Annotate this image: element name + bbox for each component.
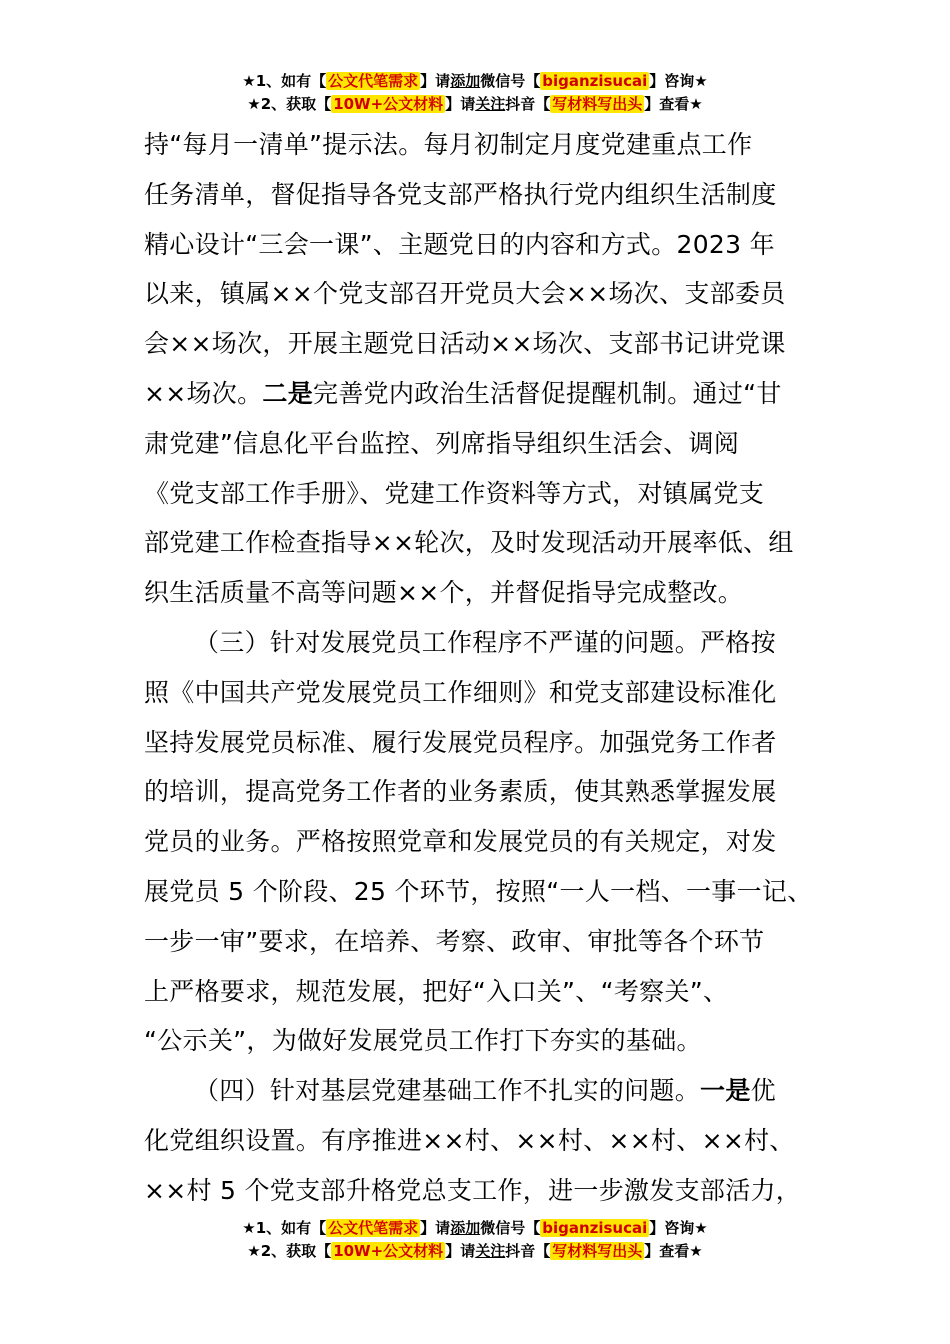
banner-underline: 关注 <box>475 1242 506 1260</box>
text-line <box>144 867 816 917</box>
banner-highlight: 10W+公文材料 <box>333 95 444 113</box>
line-text: “公示关”，为做好发展党员工作打下夯实的基础。 <box>144 1026 702 1056</box>
text-line <box>144 767 816 817</box>
banner-highlight: biganzisucai <box>542 1219 648 1237</box>
line-text: ××场次。 <box>144 378 263 408</box>
banner-text: 抖音【 <box>505 95 551 113</box>
banner-text: 微信号【 <box>480 1219 541 1237</box>
text-line <box>144 1116 816 1166</box>
text-line <box>144 518 816 568</box>
banner-text: ★1、如有【 <box>242 1219 327 1237</box>
line-text: 一步一审”要求，在培养、考察、政审、审批等各个环节 <box>144 926 765 956</box>
line-text: （三）针对发展党员工作程序不严谨的问题。严格按 <box>194 627 776 657</box>
line-text: 以来，镇属××个党支部召开党员大会××场次、支部委员 <box>144 279 786 309</box>
header-banner <box>0 70 950 116</box>
text-line <box>144 269 816 319</box>
banner-text: 】查看★ <box>644 95 703 113</box>
banner-text: 】咨询★ <box>649 72 708 90</box>
banner-line-1 <box>0 1217 950 1240</box>
line-text: 优 <box>750 1076 776 1106</box>
line-text: 《党支部工作手册》、党建工作资料等方式，对镇属党支 <box>144 478 765 508</box>
banner-line-2 <box>0 1240 950 1263</box>
text-line <box>144 568 816 618</box>
text-line <box>144 718 816 768</box>
line-text: 坚持发展党员标准、履行发展党员程序。加强党务工作者 <box>144 727 777 757</box>
line-text: 的培训，提高党务工作者的业务素质，使其熟悉掌握发展 <box>144 777 777 807</box>
line-bold-text: 一是 <box>700 1076 751 1106</box>
text-line <box>144 668 816 718</box>
text-line <box>144 967 816 1017</box>
banner-underline: 关注 <box>475 95 506 113</box>
banner-text: ★2、获取【 <box>247 95 332 113</box>
banner-text: 微信号【 <box>480 72 541 90</box>
text-line <box>144 1016 816 1066</box>
line-text: 化党组织设置。有序推进××村、××村、××村、××村、 <box>144 1125 795 1155</box>
text-line <box>144 369 816 419</box>
banner-text: 】请 <box>420 1219 451 1237</box>
document-body <box>144 120 816 1216</box>
banner-highlight: 公文代笔需求 <box>328 72 419 90</box>
line-text: 肃党建”信息化平台监控、列席指导组织生活会、调阅 <box>144 428 740 458</box>
text-line <box>144 419 816 469</box>
banner-underline: 添加 <box>450 1219 481 1237</box>
text-line <box>144 170 816 220</box>
line-text: 精心设计“三会一课”、主题党日的内容和方式。2023 年 <box>144 229 775 259</box>
banner-text: 】请 <box>445 95 476 113</box>
text-line <box>144 817 816 867</box>
banner-text: ★2、获取【 <box>247 1242 332 1260</box>
text-line <box>144 319 816 369</box>
line-text: ××村 5 个党支部升格党总支工作，进一步激发支部活力， <box>144 1175 802 1205</box>
line-text: 任务清单，督促指导各党支部严格执行党内组织生活制度 <box>144 179 777 209</box>
line-text: 织生活质量不高等问题××个，并督促指导完成整改。 <box>144 578 744 608</box>
banner-text: 抖音【 <box>505 1242 551 1260</box>
line-text: 完善党内政治生活督促提醒机制。通过“甘 <box>313 378 782 408</box>
banner-text: 】请 <box>445 1242 476 1260</box>
banner-line-1 <box>0 70 950 93</box>
footer-banner <box>0 1217 950 1263</box>
line-text: （四）针对基层党建基础工作不扎实的问题。 <box>194 1076 701 1106</box>
text-line <box>144 220 816 270</box>
banner-text: 】查看★ <box>644 1242 703 1260</box>
line-text: 展党员 5 个阶段、25 个环节，按照“一人一档、一事一记、 <box>144 876 813 906</box>
banner-text: ★1、如有【 <box>242 72 327 90</box>
banner-text: 】请 <box>420 72 451 90</box>
banner-text: 】咨询★ <box>649 1219 708 1237</box>
banner-highlight: 公文代笔需求 <box>328 1219 419 1237</box>
line-text: 上严格要求，规范发展，把好“入口关”、“考察关”、 <box>144 976 729 1006</box>
text-line <box>144 1166 816 1216</box>
line-text: 党员的业务。严格按照党章和发展党员的有关规定，对发 <box>144 827 777 857</box>
text-line <box>144 120 816 170</box>
banner-highlight: 写材料写出头 <box>552 1242 643 1260</box>
line-text: 会××场次，开展主题党日活动××场次、支部书记讲党课 <box>144 329 786 359</box>
line-text: 照《中国共产党发展党员工作细则》和党支部建设标准化 <box>144 677 777 707</box>
text-line <box>144 469 816 519</box>
banner-underline: 添加 <box>450 72 481 90</box>
banner-highlight: 10W+公文材料 <box>333 1242 444 1260</box>
banner-line-2 <box>0 93 950 116</box>
line-text: 持“每月一清单”提示法。每月初制定月度党建重点工作 <box>144 130 753 159</box>
banner-highlight: biganzisucai <box>542 72 648 90</box>
banner-highlight: 写材料写出头 <box>552 95 643 113</box>
text-line <box>144 917 816 967</box>
text-line <box>144 1066 816 1116</box>
line-bold-text: 二是 <box>262 378 314 408</box>
text-line <box>144 618 816 668</box>
line-text: 部党建工作检查指导××轮次，及时发现活动开展率低、组 <box>144 528 794 558</box>
